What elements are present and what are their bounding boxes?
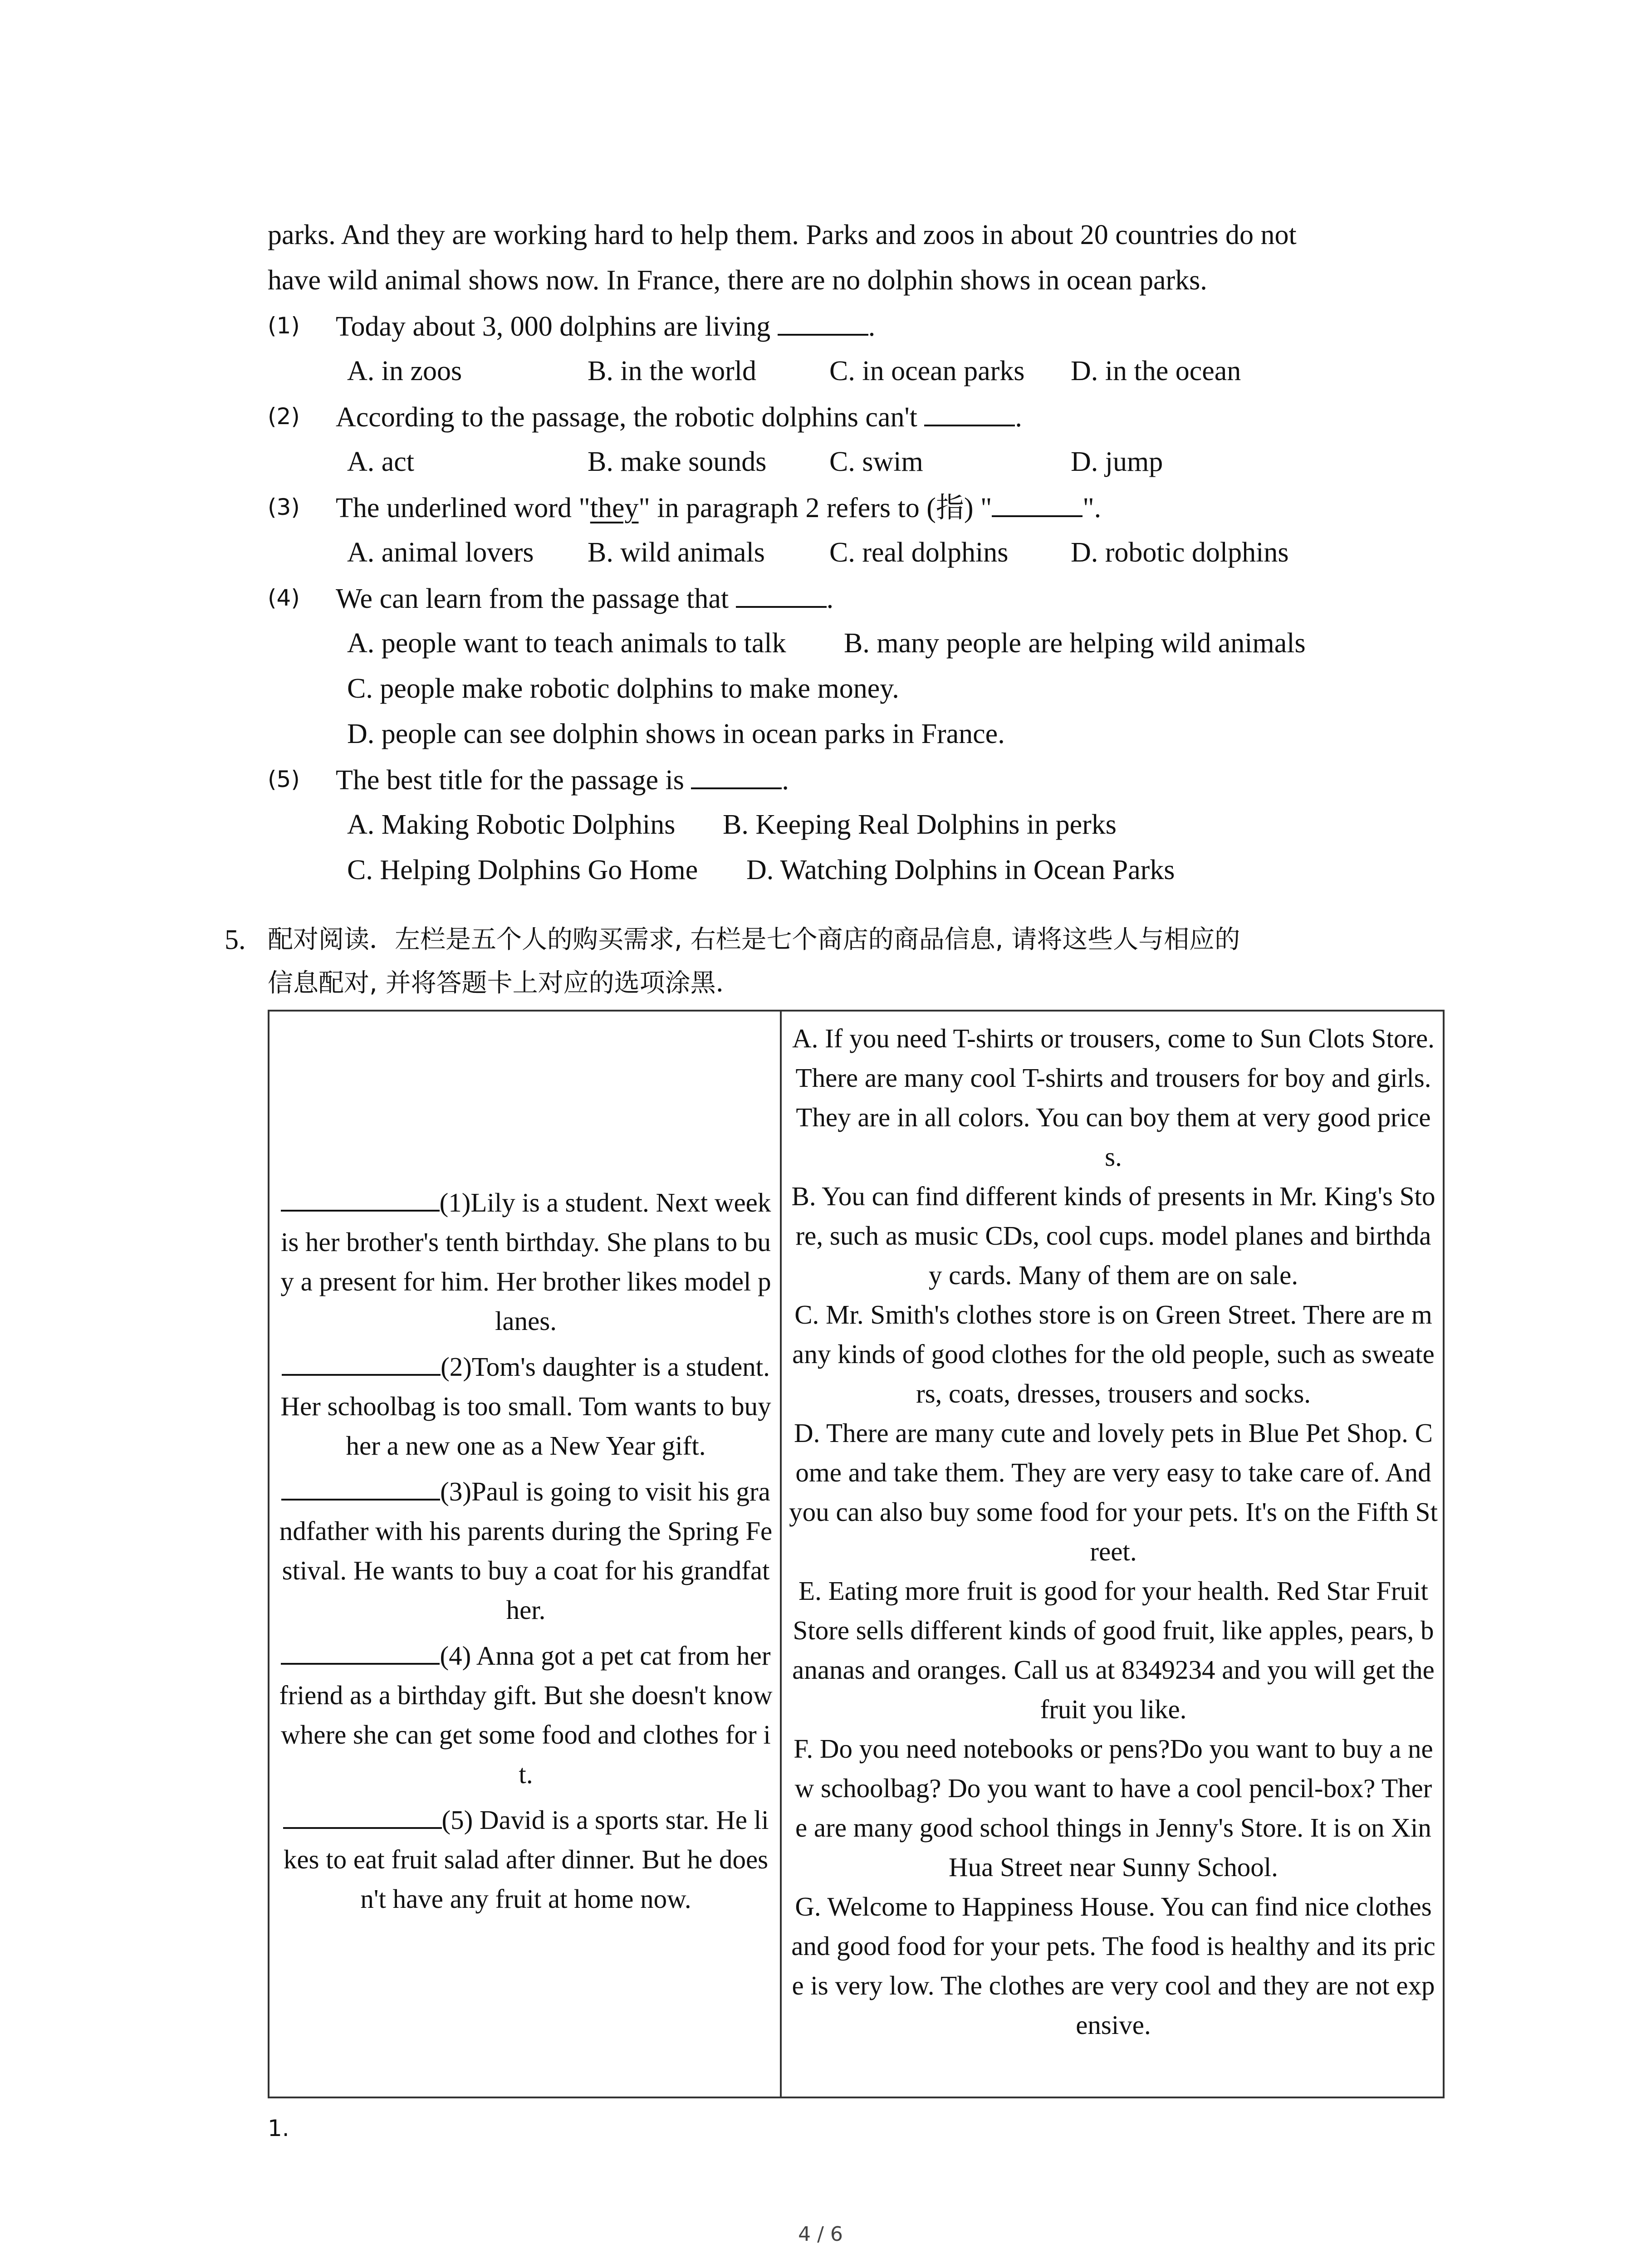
- underlined-word: they: [590, 493, 639, 523]
- question-3-option-b: B. wild animals: [588, 537, 765, 568]
- question-4-option-d: D. people can see dolphin shows in ocean parks in France.: [347, 719, 1005, 749]
- answer-blank: [281, 1473, 440, 1501]
- question-5-option-d: D. Watching Dolphins in Ocean Parks: [746, 855, 1175, 885]
- answer-blank: [281, 1637, 440, 1665]
- question-5-stem: The best title for the passage is .: [336, 761, 789, 798]
- question-3-option-d: D. robotic dolphins: [1071, 537, 1289, 568]
- section-5-instructions-line-2: 信息配对, 并将答题卡上对应的选项涂黑．: [268, 968, 741, 998]
- store-e: E. Eating more fruit is good for your health. Red Star Fruit Store sells different kinds of good fruit, like apples, pears, bananas and oranges. Call us at 8349234 and you will get the fruit you like.: [792, 1576, 1435, 1724]
- question-2-option-b: B. make sounds: [588, 446, 767, 477]
- question-3-option-c: C. real dolphins: [829, 537, 1009, 568]
- answer-label: 1.: [268, 2115, 289, 2141]
- left-item-4: (4) Anna got a pet cat from her friend as a birthday gift. But she doesn't know where she can get some food and clothes for it.: [279, 1636, 773, 1794]
- left-column-needs: [279, 1012, 773, 2097]
- question-4-number: (4): [268, 585, 300, 611]
- matching-table: [268, 1010, 1445, 2098]
- store-d: D. There are many cute and lovely pets in Blue Pet Shop. Come and take them. They are very easy to take care of. And you can also buy some food for your pets. It's on the Fifth Street.: [789, 1418, 1438, 1566]
- question-4-stem: We can learn from the passage that .: [336, 580, 833, 617]
- question-3-number: (3): [268, 494, 300, 520]
- left-item-5: (5) David is a sports star. He likes to eat fruit salad after dinner. But he doesn't have any fruit at home now.: [279, 1800, 773, 1919]
- intro-line-1: parks. And they are working hard to help them. Parks and zoos in about 20 countries do not: [268, 220, 1297, 250]
- left-item-2: (2)Tom's daughter is a student. Her schoolbag is too small. Tom wants to buy her a new one as a New Year gift.: [279, 1347, 773, 1466]
- question-3-option-a: A. animal lovers: [347, 537, 534, 568]
- store-g: G. Welcome to Happiness House. You can find nice clothes and good food for your pets. The food is healthy and its price is very low. The clothes are very cool and they are not expensive.: [791, 1892, 1435, 2040]
- answer-blank: [282, 1349, 441, 1376]
- question-1-option-d: D. in the ocean: [1071, 356, 1241, 386]
- right-column-stores: [789, 1019, 1438, 2045]
- question-5-option-b: B. Keeping Real Dolphins in perks: [723, 809, 1117, 840]
- answer-blank: [992, 489, 1083, 517]
- question-1-number: (1): [268, 313, 300, 339]
- question-4-option-b: B. many people are helping wild animals: [844, 628, 1306, 659]
- question-2-option-d: D. jump: [1071, 446, 1163, 477]
- intro-line-2: have wild animal shows now. In France, there are no dolphin shows in ocean parks.: [268, 265, 1207, 296]
- store-b: B. You can find different kinds of presents in Mr. King's Store, such as music CDs, cool cups. model planes and birthday cards. Many of them are on sale.: [791, 1181, 1435, 1290]
- column-divider: [780, 1012, 782, 2097]
- question-2-option-c: C. swim: [829, 446, 923, 477]
- question-4-option-a: A. people want to teach animals to talk: [347, 628, 786, 659]
- page-number: 4 / 6: [798, 2223, 843, 2246]
- question-4-option-c: C. people make robotic dolphins to make money.: [347, 673, 899, 704]
- question-5-option-a: A. Making Robotic Dolphins: [347, 809, 676, 840]
- answer-blank: [736, 580, 827, 608]
- question-2-option-a: A. act: [347, 446, 415, 477]
- answer-blank: [281, 1184, 440, 1212]
- question-1-stem: Today about 3, 000 dolphins are living .: [336, 308, 875, 345]
- question-1-option-b: B. in the world: [588, 356, 756, 386]
- answer-blank: [924, 398, 1015, 426]
- question-5-option-c: C. Helping Dolphins Go Home: [347, 855, 698, 885]
- left-item-1: (1)Lily is a student. Next week is her brother's tenth birthday. She plans to buy a present for him. Her brother likes model planes.: [279, 1183, 773, 1341]
- section-5-instructions-line-1: 配对阅读．左栏是五个人的购买需求, 右栏是七个商店的商品信息, 请将这些人与相应的: [268, 925, 1240, 954]
- question-1-option-a: A. in zoos: [347, 356, 462, 386]
- answer-blank: [283, 1802, 442, 1829]
- question-3-stem: The underlined word "they" in paragraph 2 refers to (指) " ".: [336, 489, 1101, 526]
- store-c: C. Mr. Smith's clothes store is on Green Street. There are many kinds of good clothes for the old people, such as sweaters, coats, dresses, trousers and socks.: [792, 1300, 1435, 1408]
- store-f: F. Do you need notebooks or pens?Do you want to buy a new schoolbag? Do you want to have a cool pencil-box? There are many good school things in Jenny's Store. It is on Xin Hua Street near Sunny School.: [794, 1734, 1433, 1882]
- section-5-number: 5.: [225, 924, 246, 955]
- left-item-3: (3)Paul is going to visit his grandfather with his parents during the Spring Festival. He wants to buy a coat for his grandfather.: [279, 1472, 773, 1630]
- question-5-number: (5): [268, 766, 300, 792]
- answer-blank: [778, 308, 868, 336]
- store-a: A. If you need T-shirts or trousers, come to Sun Clots Store. There are many cool T-shirts and trousers for boy and girls. They are in all colors. You can boy them at very good prices.: [792, 1023, 1435, 1172]
- question-2-stem: According to the passage, the robotic dolphins can't .: [336, 398, 1022, 435]
- question-2-number: (2): [268, 403, 300, 430]
- question-1-option-c: C. in ocean parks: [829, 356, 1025, 386]
- answer-blank: [691, 761, 782, 789]
